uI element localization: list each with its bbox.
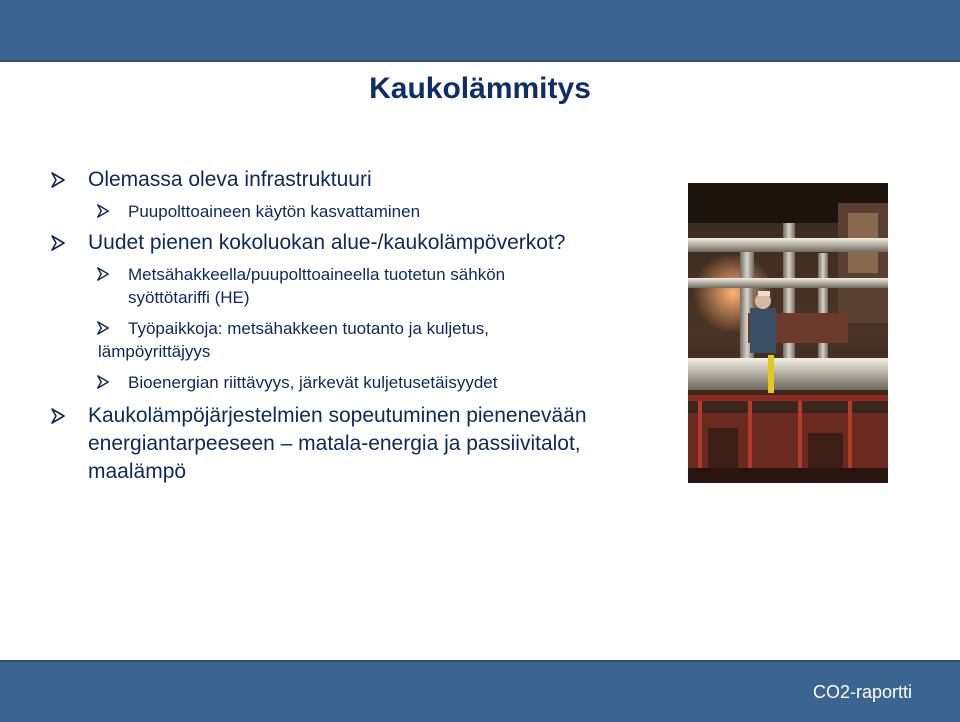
bullet-item [50, 229, 690, 257]
plant-photo [688, 183, 888, 483]
bullet-text: maalämpö [88, 460, 187, 483]
sub-bullet-item [50, 200, 690, 223]
footer-text: CO2-raportti [812, 682, 912, 702]
bullet-text: energiantarpeeseen – matala-energia ja passiivitalot, [88, 432, 581, 455]
footer-bar [0, 660, 960, 722]
header-bar [0, 0, 960, 62]
sub-bullet-item [50, 317, 690, 340]
bullet-item [50, 166, 690, 194]
arrow-bullet-icon [50, 234, 66, 252]
slide-title: Kaukolämmitys [369, 72, 591, 105]
sub-bullet-text: Bioenergian riittävyys, järkevät kuljetusetäisyydet [128, 373, 498, 392]
sub-bullet-text: syöttötariffi (HE) [128, 288, 250, 307]
sub-bullet-text: Puupolttoaineen käytön kasvattaminen [128, 202, 421, 221]
sub-bullet-item [50, 371, 690, 394]
sub-bullet-text: Työpaikkoja: metsähakkeen tuotanto ja kuljetus, [128, 319, 489, 338]
sub-bullet-item [50, 263, 690, 309]
bullet-text: Olemassa oleva infrastruktuuri [88, 168, 372, 191]
sub-bullet-text: Metsähakkeella/puupolttoaineella tuotetun sähkön [128, 265, 506, 284]
arrow-bullet-icon [50, 407, 66, 425]
arrow-bullet-icon [96, 374, 110, 390]
arrow-bullet-icon [96, 320, 110, 336]
arrow-bullet-icon [96, 203, 110, 219]
bullet-text: Uudet pienen kokoluokan alue-/kaukolämpöverkot? [88, 231, 566, 254]
bullet-list [50, 166, 690, 486]
arrow-bullet-icon [50, 171, 66, 189]
bullet-text: Kaukolämpöjärjestelmien sopeutuminen pienenevään [88, 404, 587, 427]
arrow-bullet-icon [96, 266, 110, 282]
sub-bullet-continuation: lämpöyrittäjyys [98, 342, 211, 361]
plant-photo-illustration [688, 183, 888, 483]
bullet-item [50, 402, 690, 486]
